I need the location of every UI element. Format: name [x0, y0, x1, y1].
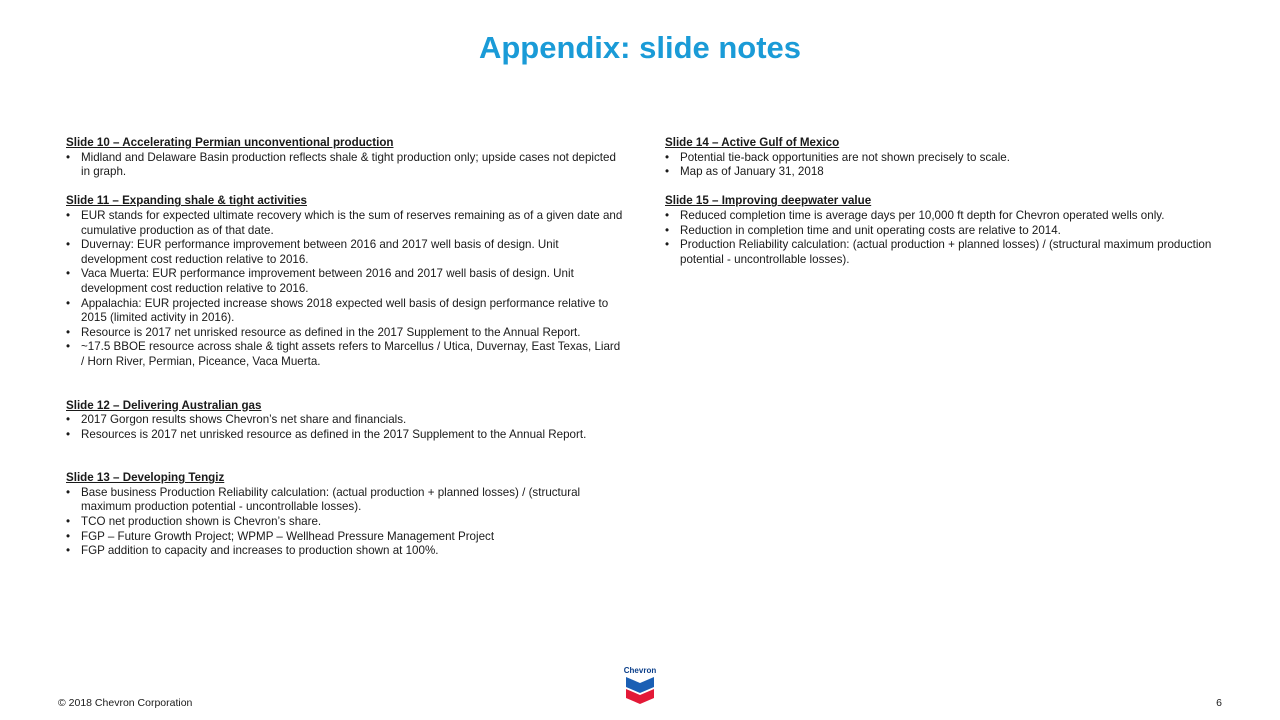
section-heading: Slide 14 – Active Gulf of Mexico: [665, 136, 840, 149]
section-heading: Slide 10 – Accelerating Permian unconventional production: [66, 136, 394, 149]
page-number: 6: [1216, 697, 1222, 709]
list-item: • FGP – Future Growth Project; WPMP – Wellhead Pressure Management Project: [66, 530, 626, 545]
notes-slide-14: [665, 136, 1225, 180]
list-item: • Midland and Delaware Basin production reflects shale & tight production only; upside cases not depicted in graph.: [66, 151, 626, 180]
left-notes-column: [66, 136, 626, 559]
bullet-list: [665, 151, 1225, 180]
bullet-list: [66, 486, 626, 559]
list-item: • Map as of January 31, 2018: [665, 165, 1225, 180]
list-item: • Vaca Muerta: EUR performance improvement between 2016 and 2017 well basis of design. Unit development cost reduction relative to 2016.: [66, 267, 626, 296]
list-item: • Appalachia: EUR projected increase shows 2018 expected well basis of design performance relative to 2015 (limited activity in 2016).: [66, 297, 626, 326]
right-notes-column: [665, 136, 1225, 267]
notes-slide-15: [665, 194, 1225, 267]
list-item: • 2017 Gorgon results shows Chevron’s net share and financials.: [66, 413, 626, 428]
notes-slide-13: [66, 471, 626, 559]
list-item: • Duvernay: EUR performance improvement between 2016 and 2017 well basis of design. Unit development cost reduction relative to 2016.: [66, 238, 626, 267]
bullet-list: [66, 151, 626, 180]
page-title: Appendix: slide notes: [478, 30, 802, 65]
notes-slide-12: [66, 399, 626, 443]
list-item: • FGP addition to capacity and increases to production shown at 100%.: [66, 544, 626, 559]
notes-slide-10: [66, 136, 626, 180]
notes-slide-11: [66, 194, 626, 369]
section-heading: Slide 13 – Developing Tengiz: [66, 471, 225, 485]
section-heading: Slide 12 – Delivering Australian gas: [66, 398, 262, 412]
section-heading: Slide 11 – Expanding shale & tight activities: [66, 194, 307, 208]
bullet-list: [66, 413, 626, 442]
bullet-list: [66, 209, 626, 370]
chevron-emblem-icon: [620, 676, 660, 704]
bullet-list: [665, 209, 1225, 267]
list-item: • Resource is 2017 net unrisked resource as defined in the 2017 Supplement to the Annual Report.: [66, 326, 626, 341]
list-item: • Resources is 2017 net unrisked resource as defined in the 2017 Supplement to the Annual Report.: [66, 428, 626, 443]
list-item: • Reduction in completion time and unit operating costs are relative to 2014.: [665, 224, 1225, 239]
copyright: © 2018 Chevron Corporation: [58, 697, 193, 709]
list-item: • TCO net production shown is Chevron’s share.: [66, 515, 626, 530]
logo-wordmark: Chevron: [623, 666, 657, 675]
list-item: • Production Reliability calculation: (actual production + planned losses) / (structural maximum production potential - uncontrollable losses).: [665, 238, 1225, 267]
list-item: • EUR stands for expected ultimate recovery which is the sum of reserves remaining as of a given date and cumulative production as of that date.: [66, 209, 626, 238]
list-item: • Reduced completion time is average days per 10,000 ft depth for Chevron operated wells only.: [665, 209, 1225, 224]
list-item: • Potential tie-back opportunities are not shown precisely to scale.: [665, 151, 1225, 166]
section-heading: Slide 15 – Improving deepwater value: [665, 194, 872, 208]
list-item: • Base business Production Reliability calculation: (actual production + planned losses) / (structural maximum production potential - uncontrollable losses).: [66, 486, 626, 515]
chevron-logo: [620, 666, 660, 706]
list-item: • ~17.5 BBOE resource across shale & tight assets refers to Marcellus / Utica, Duvernay, East Texas, Liard / Horn River, Permian, Piceance, Vaca Muerta.: [66, 340, 626, 369]
